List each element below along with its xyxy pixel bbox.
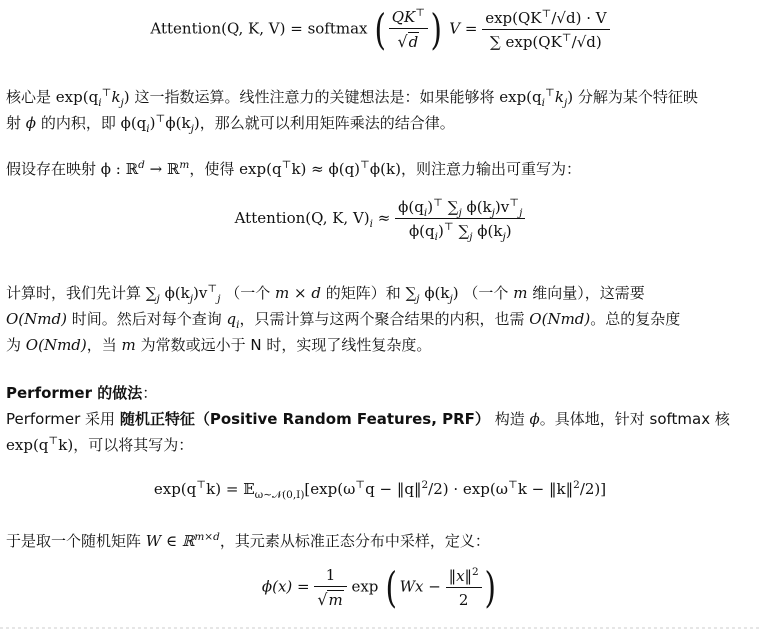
eq4-inner: Wx − [399, 577, 441, 596]
eq3-body: k − ‖k‖ [517, 480, 574, 498]
p2-text: ，则注意力输出可重写为： [400, 160, 581, 178]
p5-math: m×d [194, 531, 220, 543]
p1-math: ϕ(q [120, 114, 147, 132]
p1-text: 这一指数运算。线性注意力的关键想法是：如果能够将 [134, 88, 495, 106]
eq1-rhs-num-tail: /√d) · V [551, 8, 607, 27]
p1-math: exp(q [499, 88, 542, 106]
p3-math: ϕ(k [164, 284, 190, 302]
paragraph-random-matrix [6, 528, 754, 554]
p1-math: k [111, 88, 121, 106]
p3-math: q [226, 310, 237, 328]
p1-math: ) [123, 88, 130, 106]
eq2-num: ) [427, 198, 434, 216]
p1-text: 分解为某个特征映 [577, 88, 698, 106]
p3-math: O(Nmd) [529, 310, 591, 328]
p3-math: )v [193, 284, 208, 302]
heading-bold: Performer 的做法 [6, 384, 143, 402]
softmax-kernel-expectation: exp(q⊤k) = 𝔼$_{\omega\sim 𝒩(0,I)}$[exp(ω⊤q − ‖q‖$^2$/2) · exp(ω⊤k − ‖k‖$^2$/2)] [153, 479, 607, 501]
p1-math: k [554, 88, 564, 106]
linear-attention-formula: Attention(Q, K, $V)_i$ ≈ $\frac{\phi(q_i)^⊤ \sum_j \phi(k_j)v^⊤_j}{\phi(q_i)^⊤ \sum_j \phi(k_j)}$ [0, 198, 760, 240]
eq3-lhs: exp(q [153, 480, 197, 498]
feature-map-formula: ϕ(x) = $\frac{1}{√m}$ exp ( Wx − $\frac{‖x‖^2}{2}$ ) [261, 562, 496, 612]
eq3-expectation: 𝔼 [243, 480, 255, 498]
p1-math: ϕ(k [165, 114, 191, 132]
p2-math: d [138, 159, 145, 171]
eq4-sqrtm: m [328, 591, 343, 609]
p3-text: 维向量），这需要 [532, 284, 645, 302]
p4-text: Performer 采用 [6, 410, 116, 428]
eq4-num: ‖x‖ [448, 566, 473, 585]
p2-text: 假设存在映射 [6, 160, 97, 178]
attention-formula: Attention(Q, K, V) = softmax ( $\frac{QK^⊤}{√d}$ ) V = $\frac{\exp(QK^⊤/√d) \cdot V}{\sum \exp(QK^⊤/√d)}$ [0, 8, 760, 51]
p4-text: 。具体地，针对 softmax 核 [539, 410, 730, 428]
p3-text: 的矩阵）和 [325, 284, 401, 302]
eq3-body: /2) · exp(ω [428, 480, 508, 498]
p1-text: 核心是 [6, 88, 52, 106]
paragraph-core-idea: 核心是 $\exp(q_i^⊤k_j)$ 这一指数运算。线性注意力的关键想法是：如果能够将 $\exp(q_i^⊤k_j)$ 分解为某个特征映 射 ϕ 的内积，即 $\phi(q_i)^⊤\phi(k_j)$，那么就可以利用矩阵乘法的结合律。 [6, 87, 698, 135]
eq4-one: 1 [314, 566, 346, 587]
p3-math: ∑ [405, 284, 417, 302]
eq2-approx: ≈ [377, 209, 391, 227]
p3-math: ϕ(k [424, 284, 450, 302]
p3-text: 时间。然后对每个查询 [71, 310, 222, 328]
eq4-exp: exp [351, 577, 379, 596]
p3-math: O(Nmd) [6, 310, 67, 328]
eq2-den: ) [505, 222, 512, 240]
eq3-lhs: k) = [206, 480, 239, 498]
eq2-lhs: i [369, 218, 374, 230]
p3-text: 。总的复杂度 [590, 310, 681, 328]
eq2-num: ϕ(k [466, 198, 492, 216]
page-bottom-dashes [0, 616, 760, 630]
eq3-body: [exp(ω [304, 480, 356, 498]
eq3-expectation-sub: ω∼𝒩(0,I) [254, 489, 305, 501]
eq2-num: )v [494, 198, 510, 216]
p1-text: 射 [6, 114, 22, 132]
eq3-body: /2)] [579, 480, 607, 498]
p4-text: 构造 [494, 410, 525, 428]
p3-text: ，只需计算与这两个聚合结果的内积，也需 [239, 310, 525, 328]
eq4-lhs: ϕ(x) = [261, 577, 310, 596]
p1-math: ) [149, 114, 156, 132]
p1-math: ϕ [25, 114, 37, 132]
p2-math: k) ≈ ϕ(q) [291, 160, 361, 178]
p2-math: ϕ(k) [369, 160, 401, 178]
p3-text: ，当 [86, 336, 117, 354]
heading-colon: ： [142, 384, 158, 402]
p3-text: 为 [6, 336, 22, 354]
p3-text: 计算时，我们先计算 [6, 284, 142, 302]
eq1-rhs-num: exp(QK [485, 8, 542, 27]
eq1-after-paren: V = [449, 19, 478, 38]
eq1-rhs-den: ∑ exp(QK [490, 32, 562, 51]
eq4-den: 2 [458, 590, 469, 609]
eq2-den: ϕ(k [477, 222, 503, 240]
p1-text: 的内积，即 [40, 114, 116, 132]
eq2-den: ϕ(q [408, 222, 435, 240]
p2-math: → ℝ [149, 160, 180, 178]
eq2-lhs: Attention(Q, K, V) [234, 209, 370, 227]
eq2-num: ∑ [447, 198, 459, 216]
p3-text: 为常数或远小于 N 时，实现了线性复杂度。 [140, 336, 432, 354]
p4-text: ，可以将其写为： [73, 436, 194, 454]
p5-text: ，其元素从标准正态分布中采样，定义： [219, 532, 490, 550]
p2-text: ，使得 [189, 160, 235, 178]
p2-math: exp(q [239, 160, 282, 178]
p3-math: m [121, 336, 136, 354]
p4-math: k) [58, 436, 74, 454]
p4-math: ϕ [529, 410, 540, 428]
eq2-den: ) [438, 222, 444, 240]
p1-math: exp(q [55, 88, 99, 106]
p3-math: m [513, 284, 528, 302]
p2-math: ϕ : ℝ [100, 160, 139, 178]
p1-math: ) [193, 114, 200, 132]
eq1-lhs: Attention(Q, K, V) = softmax [150, 19, 368, 38]
p4-math: exp(q [6, 436, 49, 454]
eq1-frac-num: QK [391, 8, 416, 26]
section-heading-performer [6, 380, 754, 406]
p5-text: 于是取一个随机矩阵 [6, 532, 142, 550]
eq2-den: ∑ [458, 222, 470, 240]
p2-math: m [179, 159, 190, 171]
p1-text: ，那么就可以利用矩阵乘法的结合律。 [199, 114, 455, 132]
paragraph-computation: 计算时，我们先计算 $\sum_j$ $\phi(k_j)v^⊤_j$ （一个 m × d 的矩阵）和 $\sum_j$ $\phi(k_j)$ （一个 m 维向量），这需要 O(Nmd) 时间。然后对每个查询 $q_i$，只需计算与这两个聚合结果的内积，也需 O(Nmd)。总的复杂度 为 O(Nmd)，当 m 为常数或远小于 N 时，实现了线性复杂度。 [6, 283, 681, 354]
p3-math: O(Nmd) [25, 336, 87, 354]
eq2-num: ϕ(q [398, 198, 424, 216]
p1-math: ) [567, 88, 574, 106]
p3-math: ∑ [145, 284, 157, 302]
p5-math: W ∈ ℝ [145, 532, 195, 550]
prf-term: 随机正特征（Positive Random Features, PRF） [119, 410, 490, 428]
p3-text: （一个 [463, 284, 509, 302]
p3-math: ) [452, 284, 459, 302]
paragraph-performer: Performer 采用 随机正特征（Positive Random Features, PRF） 构造 ϕ。具体地，针对 softmax 核 exp(q⊤k)，可以将其写为： [6, 410, 730, 454]
eq1-frac-den: d [408, 33, 419, 51]
p3-math: m × d [275, 284, 321, 302]
p3-text: （一个 [225, 284, 271, 302]
eq3-body: q − ‖q‖ [365, 480, 422, 498]
eq1-rhs-den-tail: /√d) [571, 32, 602, 51]
paragraph-assumption: 假设存在映射 ϕ : ℝ$^d$ → ℝ$^m$，使得 exp(q⊤k) ≈ ϕ(q)⊤ϕ(k)，则注意力输出可重写为： [6, 159, 581, 178]
